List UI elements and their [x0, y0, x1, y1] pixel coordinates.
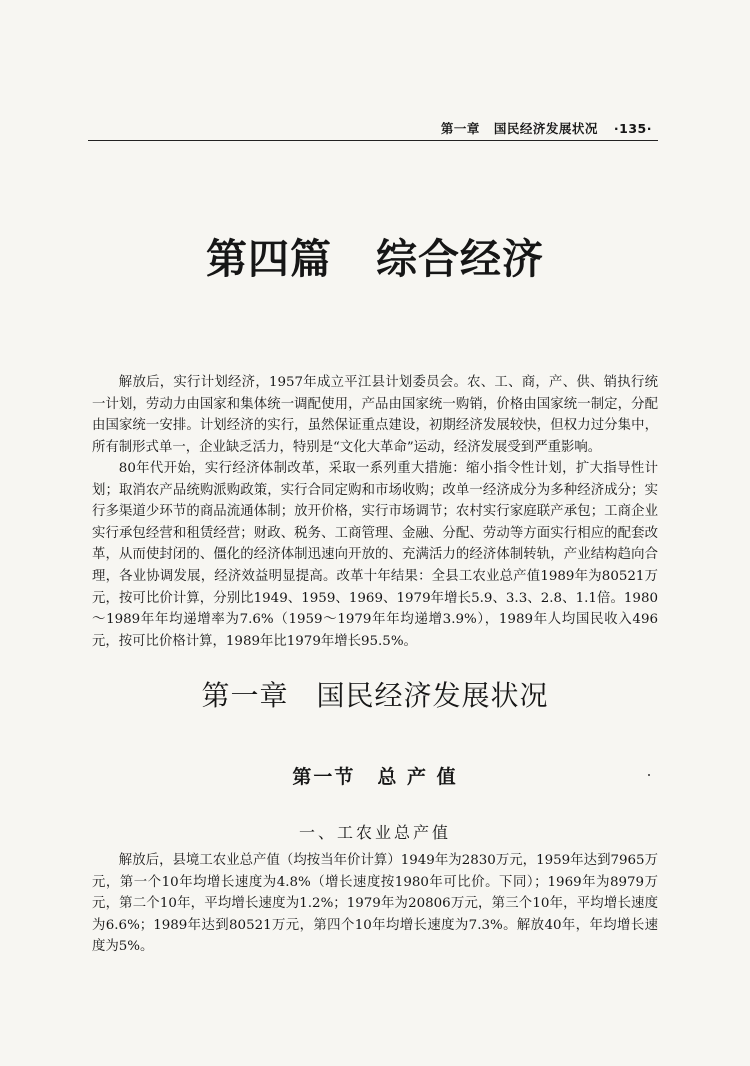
subsection-title: 一、工农业总产值 [298, 823, 451, 842]
part-title [0, 226, 750, 285]
section-title [0, 762, 750, 789]
running-header-text [441, 119, 652, 137]
header-chapter-title: 国民经济发展状况 [493, 121, 598, 136]
intro-paragraph-1: 解放后，实行计划经济，1957年成立平江县计划委员会。农、工、商，产、供、销执行统一计划，劳动力由国家和集体统一调配使用，产品由国家统一购销，价格由国家统一制定，分配由国家统一安排。计划经济的实行，虽然保证重点建设，初期经济发展较快，但权力过分集中，所有制形式单一，企业缺乏活力，特别是“文化大革命”运动，经济发展受到严重影响。 [92, 375, 658, 455]
part-number: 第四篇 [206, 235, 332, 283]
scan-speck [648, 774, 650, 776]
chapter-name: 国民经济发展状况 [316, 679, 549, 712]
chapter-title [0, 674, 750, 714]
section-number: 第一节 [292, 766, 356, 788]
section-paragraph-1: 解放后，县境工农业总产值（均按当年价计算）1949年为2830万元，1959年达到7965万元，第一个10年均增长速度为4.8%（增长速度按1980年可比价。下同）；1969年为8979万元，第二个10年，平均增长速度为1.2%；1979年为20806万元，第三个10年，平均增长速度为6.6%；1989年达到80521万元，第四个10年均增长速度为7.3%。解放40年，年均增长速度为5%。 [92, 853, 658, 955]
running-header [88, 112, 658, 141]
chapter-number: 第一章 [201, 679, 289, 712]
section-name: 总 产 值 [377, 766, 458, 788]
page-number: ·135· [613, 121, 652, 136]
part-name: 综合经济 [376, 235, 544, 283]
header-chapter: 第一章 [440, 121, 480, 136]
intro-paragraph-2: 80年代开始，实行经济体制改革，采取一系列重大措施：缩小指令性计划，扩大指导性计划；取消农产品统购派购政策，实行合同定购和市场收购；改单一经济成分为多种经济成分；实行多渠道少环节的商品流通体制；放开价格，实行市场调节；农村实行家庭联产承包；工商企业实行承包经营和租赁经营；财政、税务、工商管理、金融、分配、劳动等方面实行相应的配套改革，从而使封闭的、僵化的经济体制迅速向开放的、充满活力的经济体制转轨，产业结构趋向合理，各业协调发展，经济效益明显提高。改革十年结果：全县工农业总产值1989年为80521万元，按可比价计算，分别比1949、1959、1969、1979年增长5.9、3.3、2.8、1.1倍。1980～1989年年均递增率为7.6%（1959～1979年年均递增3.9%），1989年人均国民收入496元，按可比价格计算，1989年比1979年增长95.5%。 [92, 461, 658, 649]
